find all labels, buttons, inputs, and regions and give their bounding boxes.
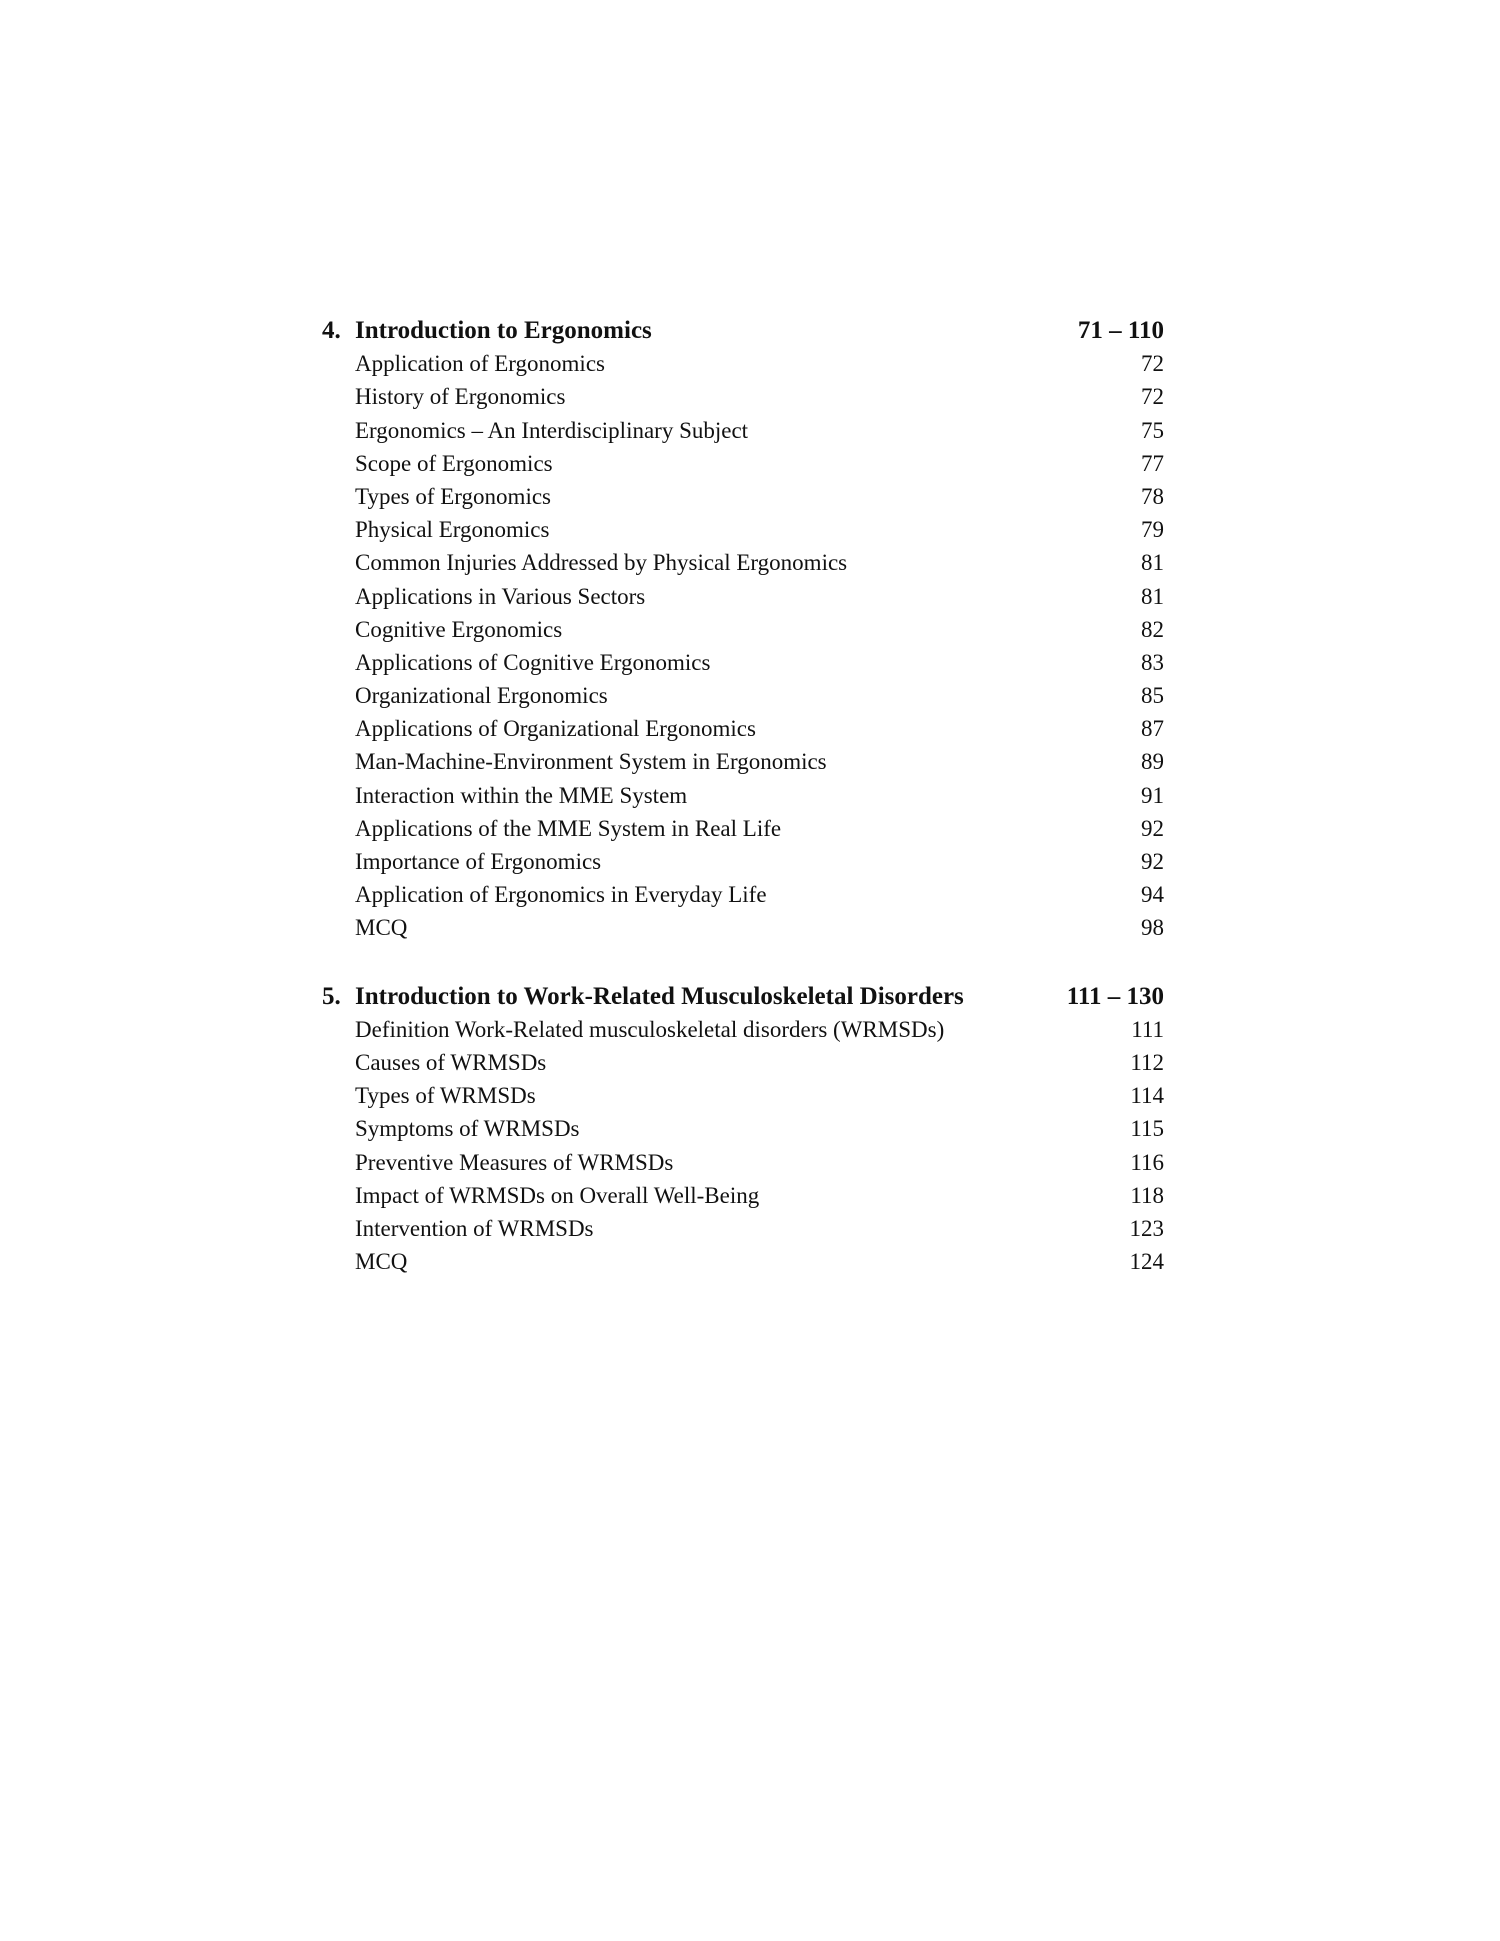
toc-entry-page: 83 (1141, 649, 1164, 675)
toc-entry[interactable] (322, 1046, 1164, 1079)
toc-entry-title: MCQ (355, 915, 408, 941)
toc-entry-page: 75 (1141, 417, 1164, 443)
toc-entry[interactable] (322, 1179, 1164, 1212)
toc-entry-title: Interaction within the MME System (355, 782, 688, 808)
toc-entry-page: 92 (1141, 815, 1164, 841)
toc-entry[interactable] (322, 1112, 1164, 1145)
toc-entry-title: Applications in Various Sectors (355, 583, 646, 609)
toc-entry-title: Types of WRMSDs (355, 1083, 536, 1109)
chapter-number: 4. (322, 317, 341, 344)
toc-entry-title: Application of Ergonomics (355, 351, 605, 377)
toc-entry-title: Scope of Ergonomics (355, 450, 553, 476)
chapter-title: Introduction to Ergonomics (355, 317, 652, 344)
toc-entry[interactable] (322, 646, 1164, 679)
toc-entry-title: Organizational Ergonomics (355, 683, 608, 709)
toc-entry[interactable] (322, 679, 1164, 712)
toc-entry[interactable] (322, 812, 1164, 845)
toc-entry-page: 72 (1141, 384, 1164, 410)
toc-entry-title: Definition Work-Related musculoskeletal disorders (WRMSDs) (355, 1016, 945, 1042)
toc-entry-title: Causes of WRMSDs (355, 1049, 547, 1075)
toc-entry[interactable] (322, 347, 1164, 380)
toc-entry-title: Intervention of WRMSDs (355, 1215, 594, 1241)
toc-entry-title: Application of Ergonomics in Everyday Life (355, 882, 767, 908)
toc-entry[interactable] (322, 745, 1164, 778)
chapter-section (322, 314, 1164, 945)
toc-entry[interactable] (322, 712, 1164, 745)
toc-entry[interactable] (322, 1146, 1164, 1179)
chapter-title: Introduction to Work-Related Musculoskeletal Disorders (355, 982, 964, 1010)
toc-entry[interactable] (322, 380, 1164, 413)
toc-entry-title: Ergonomics – An Interdisciplinary Subject (355, 417, 749, 443)
toc-entry[interactable] (322, 546, 1164, 579)
toc-entry[interactable] (322, 447, 1164, 480)
toc-entry-title: Physical Ergonomics (355, 517, 550, 543)
toc-entry-title: Man-Machine-Environment System in Ergonomics (355, 749, 827, 775)
toc-entry[interactable] (322, 414, 1164, 447)
toc-entry[interactable] (322, 878, 1164, 911)
toc-entry-page: 89 (1141, 749, 1164, 775)
toc-entry-page: 116 (1130, 1149, 1164, 1175)
toc-entry-page: 79 (1141, 517, 1164, 543)
table-of-contents (322, 314, 1164, 1313)
toc-entry[interactable] (322, 480, 1164, 513)
toc-entry[interactable] (322, 845, 1164, 878)
toc-entry[interactable] (322, 779, 1164, 812)
toc-entry[interactable] (322, 580, 1164, 613)
toc-entry[interactable] (322, 1013, 1164, 1046)
toc-entry-page: 77 (1141, 450, 1164, 476)
chapter-heading[interactable] (322, 314, 1164, 347)
toc-entry-title: MCQ (355, 1249, 408, 1275)
toc-entry-page: 123 (1129, 1215, 1164, 1241)
toc-entry-title: History of Ergonomics (355, 384, 566, 410)
chapter-page-range: 111 – 130 (1066, 982, 1164, 1010)
toc-entry-page: 94 (1141, 882, 1164, 908)
toc-entry-title: Symptoms of WRMSDs (355, 1116, 580, 1142)
toc-entry-title: Common Injuries Addressed by Physical Ergonomics (355, 550, 848, 576)
toc-entry[interactable] (322, 1079, 1164, 1112)
toc-entry-title: Types of Ergonomics (355, 483, 551, 509)
toc-entry-title: Preventive Measures of WRMSDs (355, 1149, 674, 1175)
toc-entry-page: 124 (1129, 1249, 1164, 1275)
toc-entry-page: 81 (1141, 550, 1164, 576)
toc-entry[interactable] (322, 513, 1164, 546)
toc-entry-title: Applications of Organizational Ergonomics (355, 716, 756, 742)
toc-entry-page: 118 (1130, 1182, 1164, 1208)
toc-entry-page: 87 (1141, 716, 1164, 742)
toc-entry-page: 114 (1130, 1083, 1164, 1109)
chapter-heading[interactable] (322, 980, 1164, 1013)
toc-entry-title: Applications of the MME System in Real Life (355, 815, 782, 841)
toc-entry-title: Applications of Cognitive Ergonomics (355, 649, 711, 675)
chapter-section (322, 980, 1164, 1279)
toc-entry-page: 82 (1141, 616, 1164, 642)
toc-entry[interactable] (322, 911, 1164, 944)
toc-entry[interactable] (322, 613, 1164, 646)
toc-entry-title: Importance of Ergonomics (355, 849, 602, 874)
chapter-page-range: 71 – 110 (1077, 317, 1164, 344)
chapter-number: 5. (322, 982, 341, 1010)
toc-entry-page: 115 (1130, 1116, 1164, 1142)
toc-entry-page: 85 (1141, 683, 1164, 709)
toc-entry-page: 72 (1141, 351, 1164, 377)
toc-entry-page: 91 (1141, 782, 1164, 808)
toc-entry-page: 92 (1141, 849, 1164, 874)
toc-entry-page: 81 (1141, 583, 1164, 609)
toc-entry-page: 111 (1131, 1016, 1164, 1042)
toc-entry-page: 112 (1130, 1049, 1164, 1075)
toc-entry[interactable] (322, 1212, 1164, 1245)
toc-entry-page: 98 (1141, 915, 1164, 941)
toc-entry[interactable] (322, 1245, 1164, 1278)
toc-entry-page: 78 (1141, 483, 1164, 509)
toc-entry-title: Cognitive Ergonomics (355, 616, 563, 642)
toc-entry-title: Impact of WRMSDs on Overall Well-Being (355, 1182, 760, 1208)
